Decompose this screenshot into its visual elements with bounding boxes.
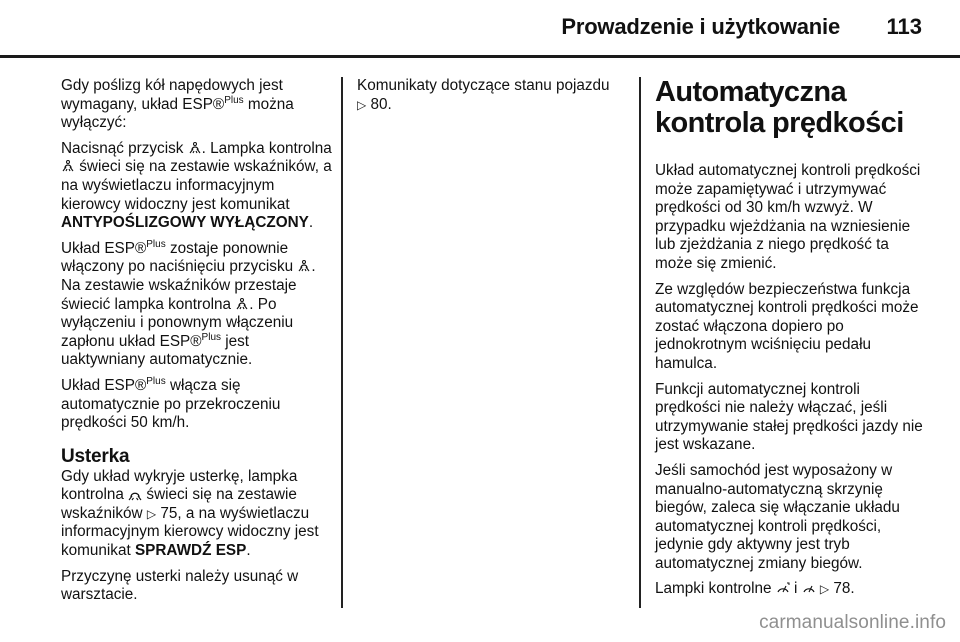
paragraph-control-lamps: Lampki kontrolne i ▷ 78. (655, 580, 855, 598)
message-check-esp: SPRAWDŹ ESP (134, 542, 247, 560)
paragraph-cruise-gearbox: Jeśli samochód jest wyposażony w manualno-automatyczną skrzynię biegów, zaleca się włączanie układu automatycznej kontroli prędkości, jedynie gdy aktywny jest tryb automatycznej zmiany biegów. (655, 461, 900, 572)
page-reference[interactable]: 75 (160, 504, 178, 522)
page-number: 113 (886, 14, 922, 39)
paragraph-press-button: Nacisnąć przycisk . Lampka kontrolna świeci się na zestawie wskaźników, a na wyświetlaczu informacyjnym kierowcy widoczny jest komunikat ANTYPOŚLIZGOWY WYŁĄCZONY. (61, 139, 332, 232)
page-header-title: Prowadzenie i użytkowanie (561, 14, 840, 39)
esp-off-icon (188, 141, 202, 155)
esp-icon (128, 487, 142, 501)
paragraph-fault: Gdy układ wykryje usterkę, lampka kontrolna świeci się na zestawie wskaźników ▷ 75, a na wyświetlaczu informacyjnym kierowcy widoczny jest komunikat SPRAWDŹ ESP. (61, 467, 319, 560)
paragraph-esp-disable: Gdy poślizg kół napędowych jest wymagany, układ ESP®$^{Plus}$ można wyłączyć: (61, 77, 294, 132)
esp-off-icon (297, 259, 311, 273)
page-reference[interactable]: 80 (370, 95, 388, 113)
paragraph-auto-enable: Układ ESP®$^{Plus}$ włącza się automatycznie po przekroczeniu prędkości 50 km/h. (61, 375, 281, 432)
reference-arrow-icon: ▷ (357, 97, 367, 112)
paragraph-cruise-safety: Ze względów bezpieczeństwa funkcja automatycznej kontroli prędkości może zostać włączona dopiero po jednokrotnym wciśnięciu pedału hamulca. (655, 280, 919, 372)
column-divider-1 (341, 77, 343, 608)
column-divider-2 (639, 77, 641, 608)
paragraph-cruise-intro: Układ automatycznej kontroli prędkości może zapamiętywać i utrzymywać prędkości od 30 km/h wzwyż. W przypadku wjeżdżania na wzniesienie lub zjeżdżania z niego prędkość ta może się zmienić. (655, 162, 921, 272)
column-3 (655, 77, 927, 606)
esp-off-icon (235, 297, 249, 311)
message-traction-off: ANTYPOŚLIZGOWY WYŁĄCZONY (61, 214, 309, 232)
page-reference[interactable]: 78 (833, 580, 851, 598)
cruise-control-icon (802, 581, 816, 595)
reference-arrow-icon: ▷ (146, 506, 157, 521)
section-heading: Automatyczna kontrola prędkości (655, 76, 904, 139)
reference-arrow-icon: ▷ (819, 582, 830, 597)
column-2 (357, 77, 632, 121)
watermark: carmanualsonline.info (759, 612, 946, 633)
cruise-control-set-icon (776, 581, 790, 595)
paragraph-workshop: Przyczynę usterki należy usunąć w warsztacie. (61, 567, 299, 604)
paragraph-vehicle-messages: Komunikaty dotyczące stanu pojazdu ▷ 80. (357, 77, 610, 113)
esp-off-icon (61, 159, 75, 173)
fault-heading: Usterka (61, 445, 130, 467)
paragraph-cruise-warning: Funkcji automatycznej kontroli prędkości nie należy włączać, jeśli utrzymywanie stałej prędkości jazdy nie jest wskazane. (655, 380, 923, 454)
paragraph-esp-reenable: Układ ESP®$^{Plus}$ zostaje ponownie włączony po naciśnięciu przycisku . Na zestawie wskaźników przestaje świecić lampka kontrolna . Po wyłączeniu i ponownym włączeniu zapłonu układ ESP®$^{Plus}$ jest uaktywniany automatycznie. (61, 238, 316, 369)
column-1 (61, 77, 333, 612)
header-divider (0, 55, 960, 58)
